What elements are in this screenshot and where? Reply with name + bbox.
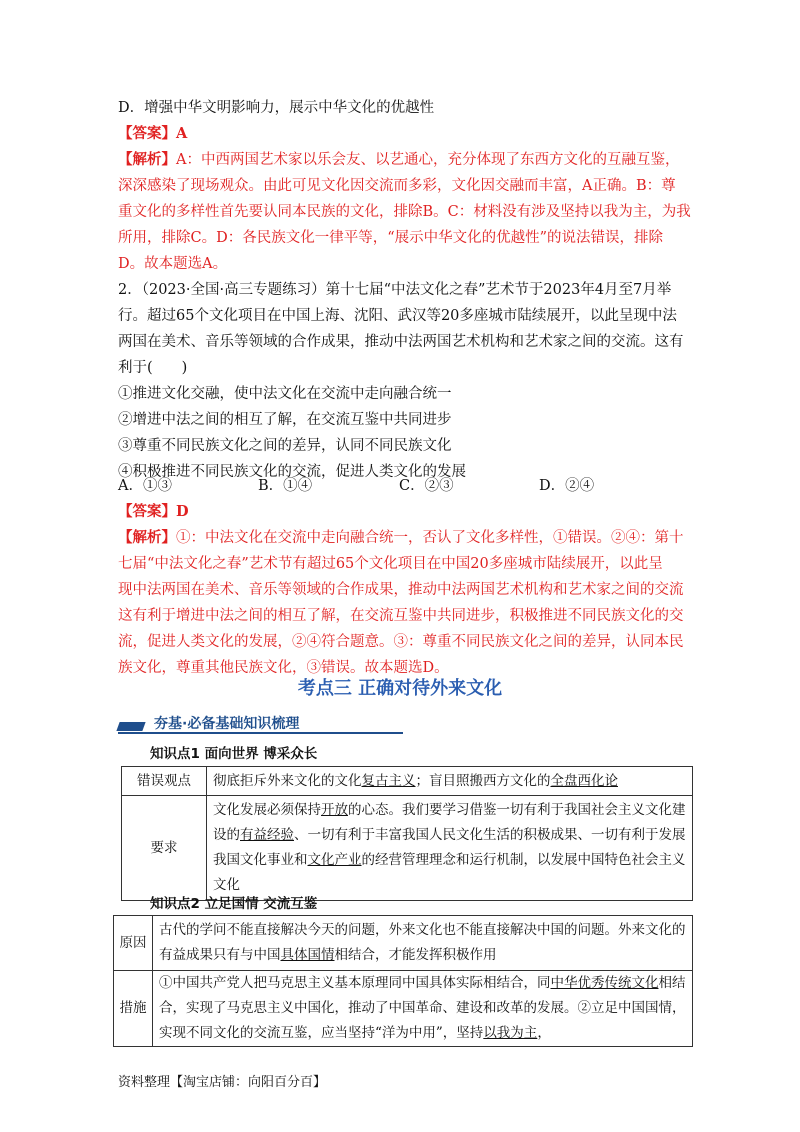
kp2-title: 知识点2 立足国情 交流互鉴 [150,896,318,912]
q2-analysis-line: 流，促进人类文化的发展，②④符合题意。③：尊重不同民族文化之间的差异，认同本民 [118,634,684,650]
banner-rule [118,732,403,734]
q1-analysis-line: 重文化的多样性首先要认同本民族的文化，排除B。C：材料没有涉及坚持以我为主，为我 [118,204,691,220]
q1-answer [118,121,187,147]
q1-analysis-line: 所用，排除C。D：各民族文化一律平等，“展示中华文化的优越性”的说法错误，排除 [118,230,664,246]
q2-analysis-label: 【解析】 [118,529,176,546]
q2-analysis-line: 这有利于增进中法之间的相互了解，在交流互鉴中共同进步，积极推进不同民族文化的交 [118,608,684,624]
table-row [114,916,693,971]
q1-analysis-line: 【解析】A：中西两国艺术家以乐会友、以艺通心，充分体现了东西方文化的互融互鉴， [118,151,680,168]
q2-option-b: B．①④ [258,478,313,494]
section-heading: 考点三 正确对待外来文化 [297,678,503,699]
q2-statement: ④积极推进不同民族文化的交流，促进人类文化的发展 [118,464,466,480]
q1-analysis-label: 【解析】 [118,151,176,168]
q2-answer-value: D [176,503,189,520]
q2-stem-line: 2．（2023·全国·高三专题练习）第十七届“中法文化之春”艺术节于2023年4月至7月举 [118,282,672,298]
kp1-row1-body: 彻底拒斥外来文化的文化复古主义；盲目照搬西方文化的全盘西化论 [207,767,693,796]
kp1-table [121,766,693,901]
q2-answer [118,499,189,525]
q2-option-c: C．②③ [399,478,454,494]
q2-analysis-line: 七届“中法文化之春”艺术节有超过65个文化项目在中国20多座城市陆续展开，以此呈 [118,556,663,572]
kp2-row2-label: 措施 [114,971,153,1047]
q2-statement: ②增进中法之间的相互了解，在交流互鉴中共同进步 [118,412,452,428]
q2-statement: ③尊重不同民族文化之间的差异，认同不同民族文化 [118,438,452,454]
q2-answer-label: 【答案】 [118,503,176,520]
q2-stem-line: 行。超过65个文化项目在中国上海、沈阳、武汉等20多座城市陆续展开，以此呈现中法 [118,308,677,324]
table-row [122,796,693,901]
q2-analysis-line: 现中法两国在美术、音乐等领域的合作成果，推动中法两国艺术机构和艺术家之间的交流 [118,582,684,598]
table-row [122,767,693,796]
kp1-row2-body: 文化发展必须保持开放的心态。我们要学习借鉴一切有利于我国社会主义文化建设的有益经验、一切有利于丰富我国人民文化生活的积极成果、一切有利于发展我国文化事业和文化产业的经营管理理念和运行机制，以发展中国特色社会主义文化 [207,796,693,901]
q1-answer-label: 【答案】 [118,125,176,142]
kp1-row1-label: 错误观点 [122,767,207,796]
kp2-row1-label: 原因 [114,916,153,971]
kp1-row2-label: 要求 [122,796,207,901]
q2-option-d: D．②④ [539,478,595,494]
kp1-title: 知识点1 面向世界 博采众长 [150,746,318,762]
q2-statement: ①推进文化交融，使中法文化在交流中走向融合统一 [118,386,452,402]
q1-analysis-line: D。故本题选A。 [118,256,228,272]
kp2-row1-body: 古代的学问不能直接解决今天的问题，外来文化也不能直接解决中国的问题。外来文化的有益成果只有与中国具体国情相结合，才能发挥积极作用 [153,916,693,971]
q1-analysis-line: 深深感染了现场观众。由此可见文化因交流而多彩，文化因交融而丰富，A正确。B：尊 [118,178,676,194]
q2-option-a: A．①③ [118,478,172,494]
banner-text: 夯基·必备基础知识梳理 [154,716,300,732]
q2-stem-line: 两国在美术、音乐等领域的合作成果，推动中法两国艺术机构和艺术家之间的交流。这有 [118,334,684,350]
q1-answer-value: A [176,125,188,142]
q2-stem-line: 利于( ) [118,360,188,376]
banner-bar [116,722,145,731]
table-row [114,971,693,1047]
q2-analysis-line: 族文化，尊重其他民族文化，③错误。故本题选D。 [118,660,449,676]
q1-option-d: D．增强中华文明影响力，展示中华文化的优越性 [118,100,435,116]
q2-analysis-line: 【解析】①：中法文化在交流中走向融合统一，否认了文化多样性，①错误。②④：第十 [118,529,684,546]
kp2-row2-body: ①中国共产党人把马克思主义基本原理同中国具体实际相结合，同中华优秀传统文化相结合，实现了马克思主义中国化，推动了中国革命、建设和改革的发展。②立足中国国情，实现不同文化的交流互鉴，应当坚持“洋为中用”，坚持以我为主， [153,971,693,1047]
footer-source: 资料整理【淘宝店铺：向阳百分百】 [118,1075,327,1090]
section-banner [118,712,403,734]
kp2-table [113,915,693,1047]
